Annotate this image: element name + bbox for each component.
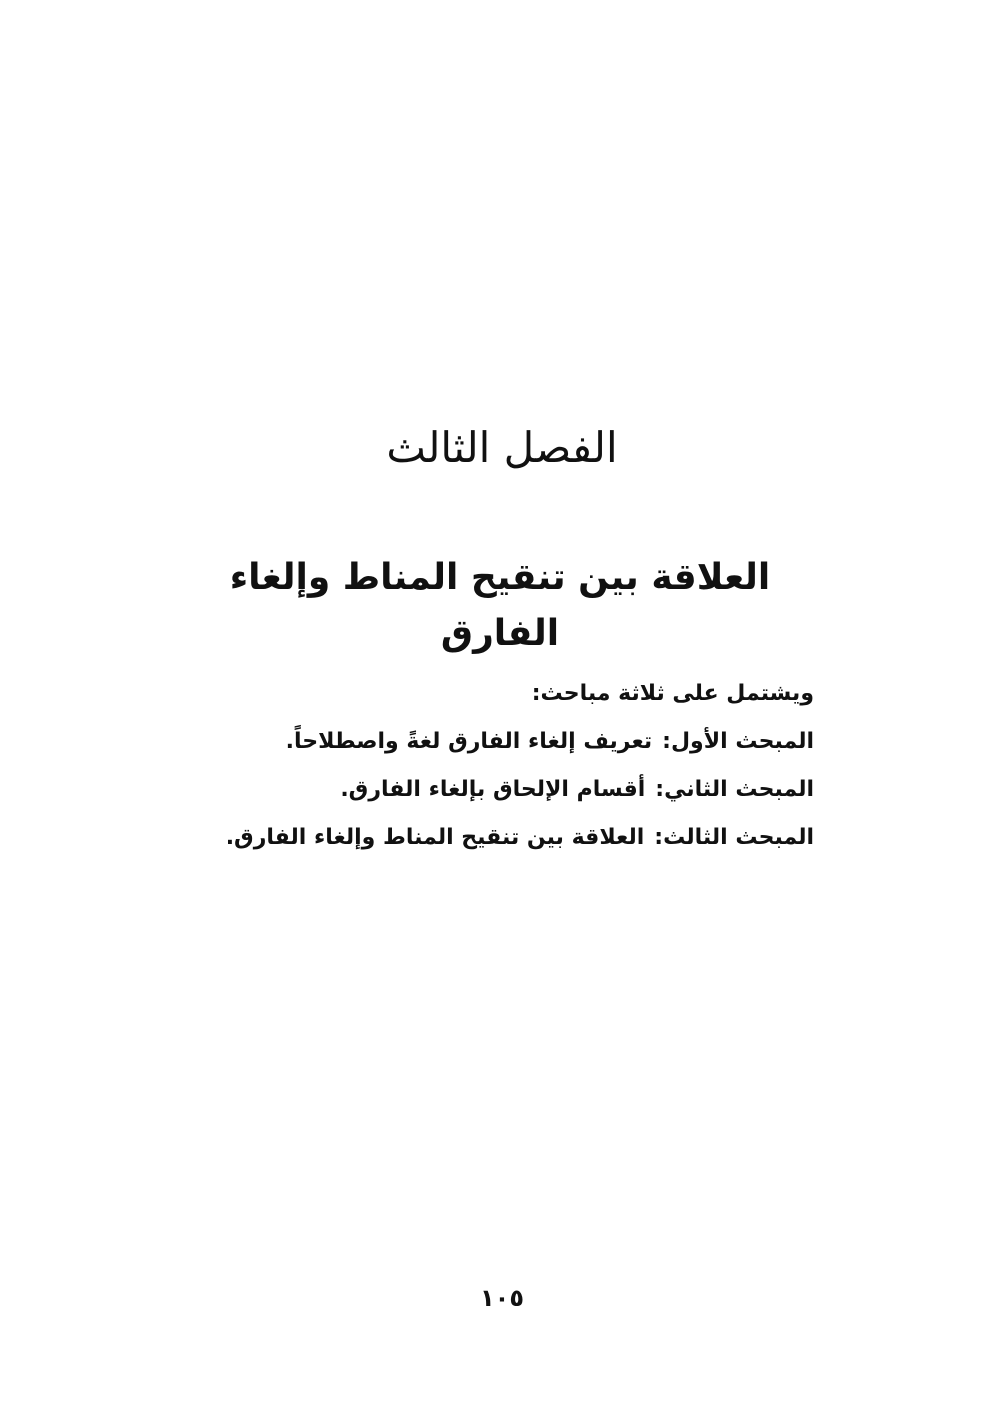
section-text: تعريف إلغاء الفارق لغةً واصطلاحاً.: [285, 729, 653, 754]
section-text: العلاقة بين تنقيح المناط وإلغاء الفارق.: [225, 825, 645, 850]
section-label: المبحث الأول:: [662, 729, 814, 754]
section-line-2: [194, 766, 814, 814]
section-label: المبحث الثاني:: [655, 777, 814, 802]
section-line-3: [194, 814, 814, 862]
chapter-title: الفصل الثالث: [386, 423, 618, 472]
chapter-contents: [194, 670, 814, 862]
section-label: المبحث الثالث:: [654, 825, 814, 850]
section-text: أقسام الإلحاق بإلغاء الفارق.: [340, 777, 646, 802]
page-number: ١٠٥: [480, 1284, 524, 1312]
contents-intro: ويشتمل على ثلاثة مباحث:: [531, 681, 814, 706]
chapter-subtitle: العلاقة بين تنقيح المناط وإلغاء الفارق: [229, 557, 771, 654]
section-line-1: [194, 718, 814, 766]
